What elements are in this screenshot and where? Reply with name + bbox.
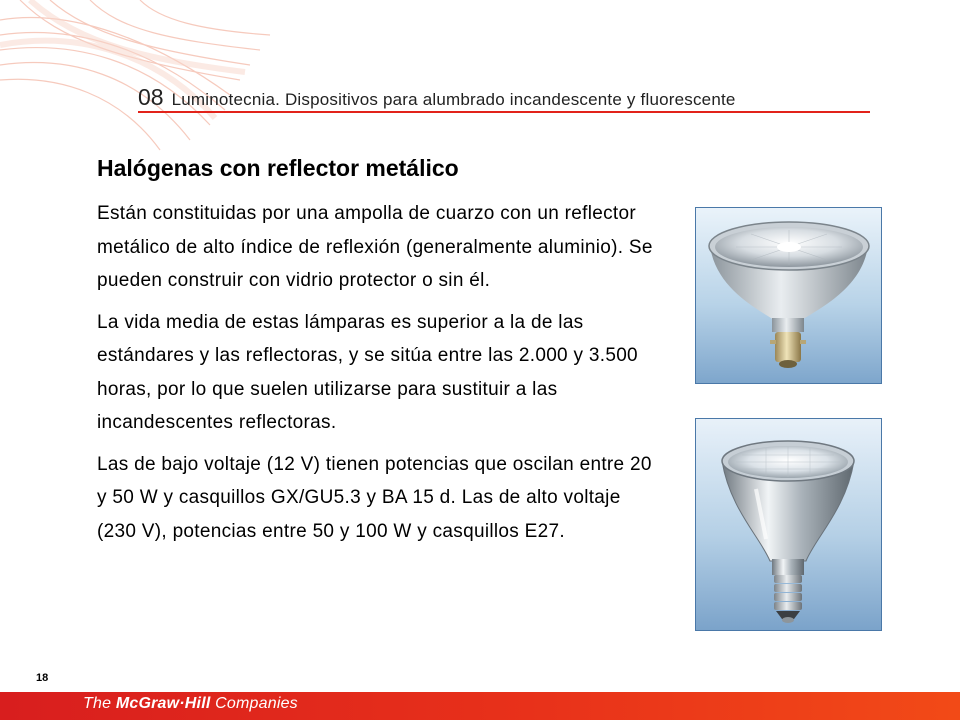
chapter-number: 08 [138, 84, 164, 110]
page-number: 18 [36, 672, 49, 684]
lamp-photo-bayonet [695, 207, 882, 384]
chapter-header [138, 84, 736, 111]
logo-brand: McGraw·Hill [115, 695, 211, 712]
body-paragraph: Están constituidas por una ampolla de cuarzo con un reflector metálico de alto índice de reflexión (generalmente aluminio). Se pueden construir con vidrio protector o sin él. [97, 203, 653, 291]
header-divider [138, 111, 870, 113]
publisher-logo [83, 695, 298, 713]
logo-prefix: The [83, 695, 116, 712]
logo-suffix: Companies [210, 695, 298, 712]
footer-bar [0, 692, 960, 720]
slide-title: Halógenas con reflector metálico [97, 155, 459, 181]
body-paragraph: Las de bajo voltaje (12 V) tienen potencias que oscilan entre 20 y 50 W y casquillos GX/GU5.3 y BA 15 d. Las de alto voltaje (230 V), potencias entre 50 y 100 W y casquillos E27. [97, 453, 652, 542]
body-paragraph: La vida media de estas lámparas es superior a la de las estándares y las reflectoras, y se sitúa entre las 2.000 y 3.500 horas, por lo que suelen utilizarse para sustituir a las incandescentes reflectoras. [97, 311, 638, 433]
chapter-title: Luminotecnia. Dispositivos para alumbrado incandescente y fluorescente [171, 90, 736, 109]
lamp-photo-e27 [695, 418, 882, 631]
slide-body [97, 197, 657, 556]
